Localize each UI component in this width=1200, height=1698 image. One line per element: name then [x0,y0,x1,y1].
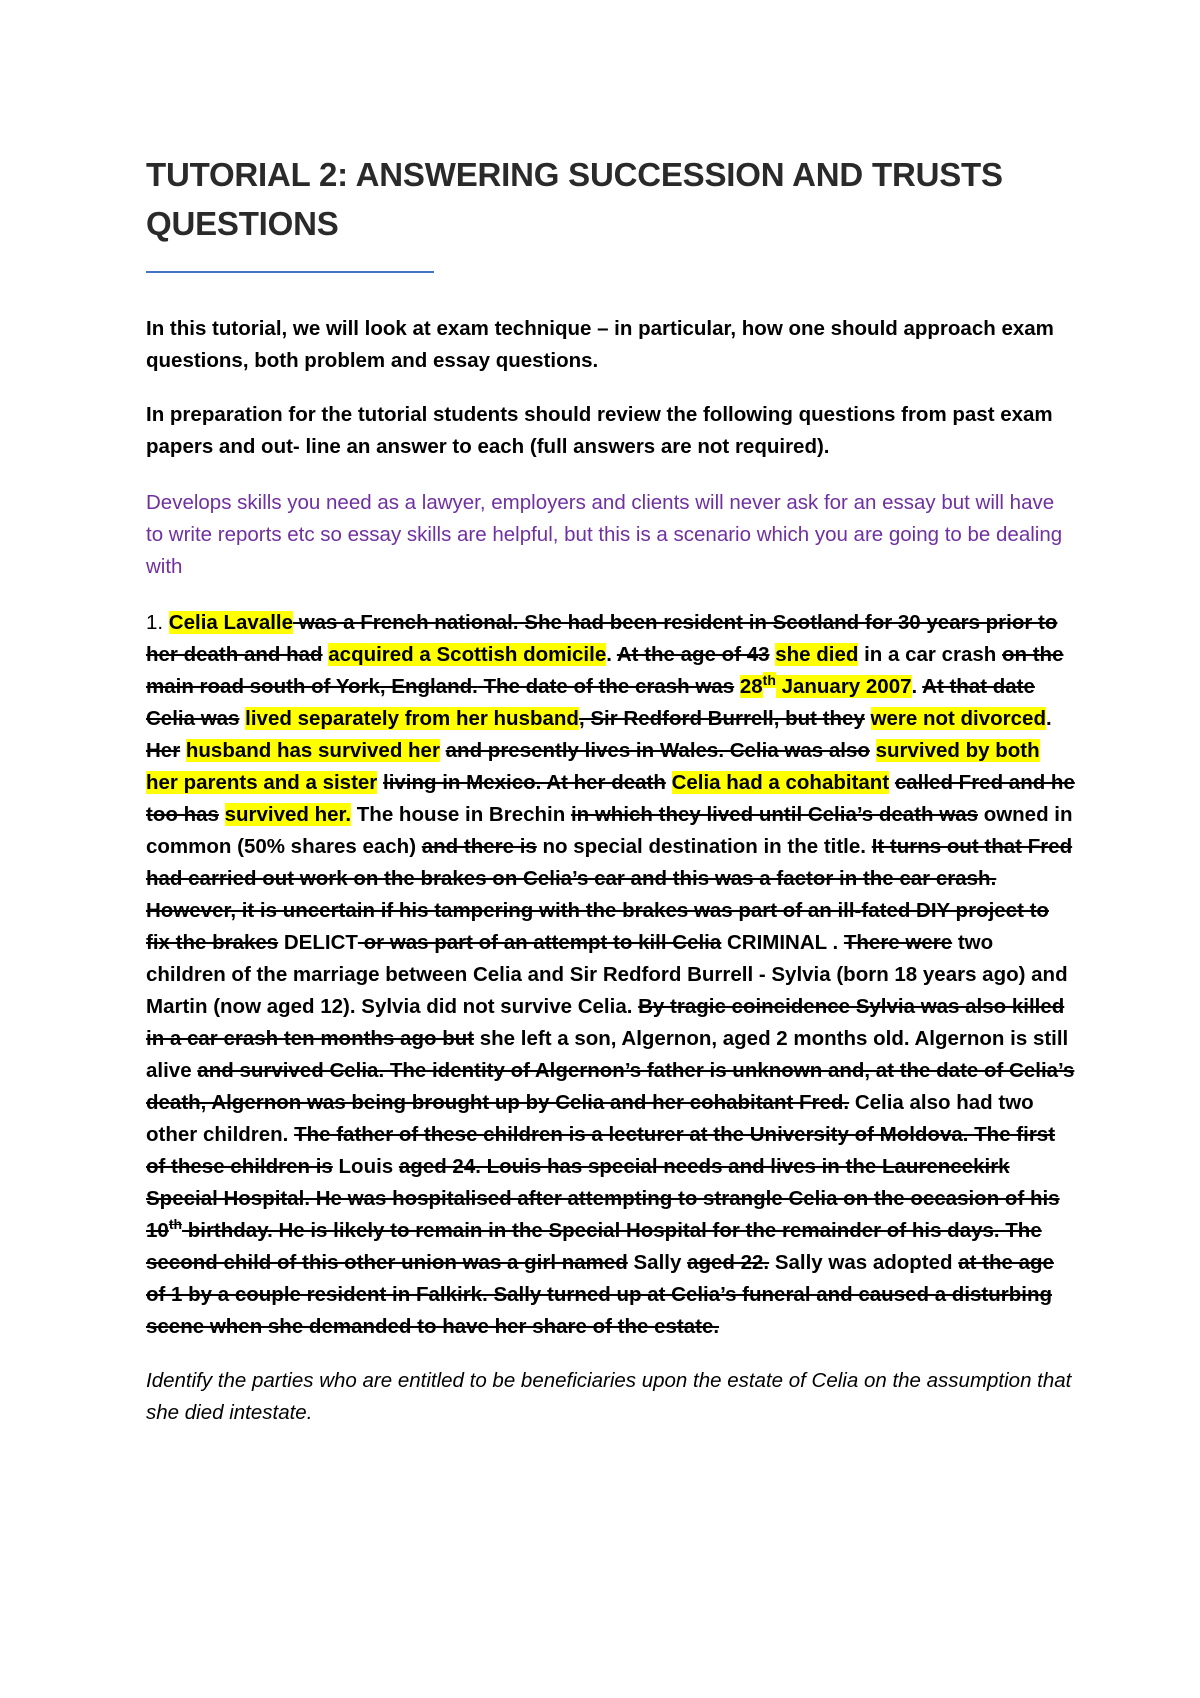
scenario-segment [666,771,672,794]
scenario-segment: 1. [146,611,169,634]
scenario-segment: owned in common (50% shares each) [146,803,1073,858]
scenario-segment: was a French national. [293,611,519,634]
scenario-segment: at the age of 1 by a couple resident in Falkirk. Sally turned up at Celia’s funeral and caused a disturbing scene when she demanded to have her share of the estate. [146,1251,1054,1338]
scenario-segment: in a car crash [858,643,1002,666]
document-title: TUTORIAL 2: ANSWERING SUCCESSION AND TRUSTS QUESTIONS [146,156,1003,242]
document-page [146,150,1076,1429]
scenario-segment: husband has survived her [185,739,440,762]
scenario-segment: January 2007 [775,675,912,698]
scenario-segment: acquired a Scottish domicile [328,643,607,666]
scenario-segment: Sally was adopted [769,1251,959,1274]
question-1-instruction: Identify the parties who are entitled to be beneficiaries upon the estate of Celia on the assumption that she died intestate. [146,1369,1072,1424]
scenario-segment: living in Mexico. At her death [383,771,666,794]
scenario-segment: Celia also had two other children. [146,1091,1034,1146]
annotation-note: Develops skills you need as a lawyer, employers and clients will never ask for an essay but will have to write reports etc so essay skills are helpful, but this is a scenario which you are going to be dealing with [146,491,1063,578]
scenario-segment: . [606,643,617,666]
scenario-segment: in which they lived until Celia’s death was [570,803,978,826]
scenario-segment [870,739,876,762]
scenario-segment: were not divorced [870,707,1046,730]
scenario-segment: and survived Celia. The identity of Algernon’s father is unknown and, at the date of Celia’s death, Algernon was being brought up by Celia and her cohabitant Fred. [146,1059,1075,1114]
scenario-segment: Her [146,739,181,762]
scenario-segment: Sally [627,1251,688,1274]
scenario-segment: survived by both her parents and a sister [146,739,1040,794]
scenario-segment: called Fred and he too has [146,771,1075,826]
scenario-segment: two children of the marriage between Celia and Sir Redford Burrell - Sylvia (born 18 years ago) and Martin (now aged 12). Sylvia did not survive Celia. [146,931,1068,1018]
ordinal-superscript: th [168,1216,183,1233]
scenario-segment: on the main road south of York, England. [146,643,1064,698]
scenario-segment: At the age of 43 [616,643,770,666]
scenario-segment: . [911,675,923,698]
scenario-segment: At that date Celia was [146,675,1035,730]
scenario-segment: aged 22. [687,1251,770,1274]
scenario-segment: or was part of an attempt to kill Celia [357,931,722,954]
title-underline [146,271,434,273]
scenario-segment: Celia was also [724,739,870,762]
scenario-segment: and presently lives in Wales. [445,739,725,762]
scenario-segment: She had been resident in Scotland for 30 years prior to her death and had [146,611,1058,666]
intro-paragraph: In this tutorial, we will look at exam technique – in particular, how one should approach exam questions, both problem and essay questions. [146,317,1054,372]
scenario-segment: The father of these children is a lecturer at the University of Moldova. The first of these children is [146,1123,1056,1178]
scenario-segment [865,707,871,730]
scenario-segment: she died [775,643,859,666]
scenario-segment: Louis [332,1155,399,1178]
preparation-paragraph: In preparation for the tutorial students should review the following questions from past exam papers and out- line an answer to each (full answers are not required). [146,403,1053,458]
ordinal-superscript: th [762,672,776,689]
scenario-segment: . [1045,707,1052,730]
scenario-segment: no special destination in the title. [536,835,872,858]
scenario-segment: CRIMINAL . [721,931,844,954]
scenario-segment: survived her. [224,803,352,826]
scenario-segment: lived separately from her husband [245,707,579,730]
scenario-segment: DELICT [278,931,358,954]
scenario-segment: and there is [421,835,537,858]
scenario-segment: she left a son, Algernon, aged 2 months old. Algernon is still alive [146,1027,1069,1082]
scenario-segment: There were [843,931,953,954]
scenario-segment: By tragic coincidence Sylvia was also killed in a car crash ten months ago but [146,995,1065,1050]
scenario-segment: 28 [739,675,763,698]
scenario-segment: The house in Brechin [351,803,571,826]
scenario-segment: birthday. He is likely to remain in the Special Hospital for the remainder of his days. The second child of this other union was a girl named [146,1219,1042,1274]
scenario-segment: aged 24. Louis has special needs and lives in the Laurencekirk Special Hospital. He was hospitalised after attempting to strangle Celia on the occasion of his 10 [146,1155,1060,1242]
question-1-scenario [146,607,1076,1343]
scenario-segment: The date of the crash was [477,675,735,698]
scenario-segment: , Sir Redford Burrell, but they [578,707,865,730]
scenario-segment: Celia had a cohabitant [671,771,890,794]
scenario-segment [734,675,740,698]
scenario-segment: It turns out that Fred had carried out work on the brakes on Celia’s car and this was a factor in the car crash. However, it is uncertain if his tampering with the brakes was part of an ill-fated DIY project to fix the brakes [146,835,1073,954]
scenario-segment [219,803,225,826]
scenario-segment: Celia Lavalle [168,611,294,634]
